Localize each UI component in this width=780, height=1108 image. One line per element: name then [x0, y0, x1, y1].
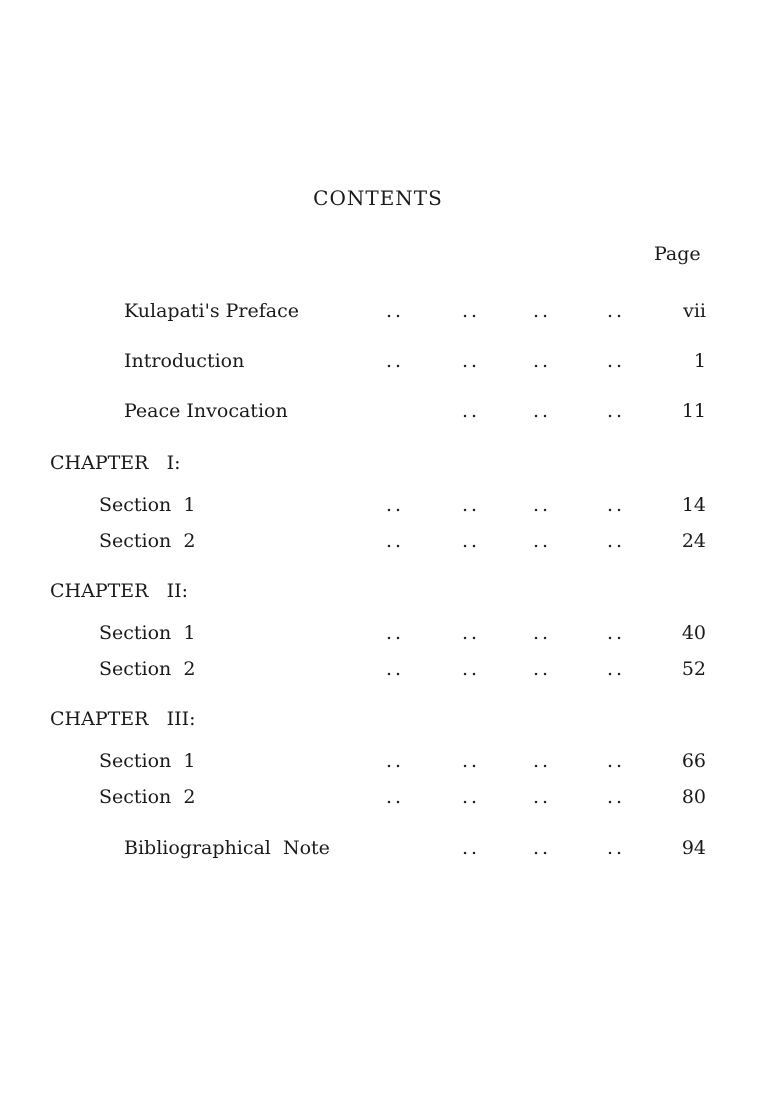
- chapter-heading: [0, 452, 780, 478]
- page-number: 1: [693, 350, 706, 372]
- toc-entry: [0, 750, 780, 776]
- dot-leader: ..: [607, 494, 626, 516]
- toc-entry: [0, 786, 780, 812]
- page-number: 24: [681, 530, 706, 552]
- dot-leader: ..: [462, 786, 481, 808]
- dot-leader: ..: [386, 622, 405, 644]
- dot-leader: ..: [607, 837, 626, 859]
- entry-label: CHAPTER II:: [50, 580, 188, 602]
- entry-label: Section 2: [99, 530, 196, 552]
- dot-leader: ..: [386, 530, 405, 552]
- entry-label: Section 1: [99, 750, 196, 772]
- dot-leader: ..: [533, 622, 552, 644]
- dot-leader: ..: [462, 494, 481, 516]
- dot-leader: ..: [386, 300, 405, 322]
- dot-leader: ..: [386, 786, 405, 808]
- page-number: 66: [681, 750, 706, 772]
- dot-leader: ..: [386, 750, 405, 772]
- entry-label: Peace Invocation: [124, 400, 288, 422]
- page-number: 80: [681, 786, 706, 808]
- dot-leader: ..: [462, 350, 481, 372]
- entry-label: Section 2: [99, 658, 196, 680]
- dot-leader: ..: [386, 350, 405, 372]
- dot-leader: ..: [607, 350, 626, 372]
- dot-leader: ..: [533, 837, 552, 859]
- dot-leader: ..: [607, 658, 626, 680]
- dot-leader: ..: [607, 622, 626, 644]
- entry-label: Section 2: [99, 786, 196, 808]
- dot-leader: ..: [607, 750, 626, 772]
- dot-leader: ..: [533, 400, 552, 422]
- dot-leader: ..: [607, 786, 626, 808]
- dot-leader: ..: [386, 494, 405, 516]
- dot-leader: ..: [386, 658, 405, 680]
- dot-leader: ..: [462, 622, 481, 644]
- dot-leader: ..: [533, 350, 552, 372]
- dot-leader: ..: [533, 658, 552, 680]
- dot-leader: ..: [533, 530, 552, 552]
- entry-label: Bibliographical Note: [124, 837, 330, 859]
- toc-entry: [0, 622, 780, 648]
- dot-leader: ..: [533, 494, 552, 516]
- entry-label: Introduction: [124, 350, 245, 372]
- chapter-heading: [0, 580, 780, 606]
- dot-leader: ..: [533, 300, 552, 322]
- page-number: 40: [681, 622, 706, 644]
- dot-leader: ..: [607, 300, 626, 322]
- toc-entry: [0, 400, 780, 426]
- page-number: 94: [681, 837, 706, 859]
- toc-entry: [0, 658, 780, 684]
- entry-label: Kulapati's Preface: [124, 300, 299, 322]
- dot-leader: ..: [462, 300, 481, 322]
- toc-entry: [0, 494, 780, 520]
- entry-label: Section 1: [99, 622, 196, 644]
- page-number: 52: [681, 658, 706, 680]
- dot-leader: ..: [462, 400, 481, 422]
- page-column-header: Page: [654, 243, 701, 265]
- toc-entry: [0, 350, 780, 376]
- dot-leader: ..: [462, 750, 481, 772]
- dot-leader: ..: [462, 530, 481, 552]
- chapter-heading: [0, 708, 780, 734]
- dot-leader: ..: [607, 530, 626, 552]
- entry-label: Section 1: [99, 494, 196, 516]
- entry-label: CHAPTER III:: [50, 708, 196, 730]
- toc-entry: [0, 837, 780, 863]
- dot-leader: ..: [462, 658, 481, 680]
- dot-leader: ..: [533, 750, 552, 772]
- toc-entry: [0, 530, 780, 556]
- page-number: 11: [681, 400, 706, 422]
- dot-leader: ..: [533, 786, 552, 808]
- page-number: 14: [681, 494, 706, 516]
- dot-leader: ..: [607, 400, 626, 422]
- page-number: vii: [683, 300, 706, 322]
- entry-label: CHAPTER I:: [50, 452, 181, 474]
- contents-title: CONTENTS: [313, 186, 443, 210]
- toc-entry: [0, 300, 780, 326]
- dot-leader: ..: [462, 837, 481, 859]
